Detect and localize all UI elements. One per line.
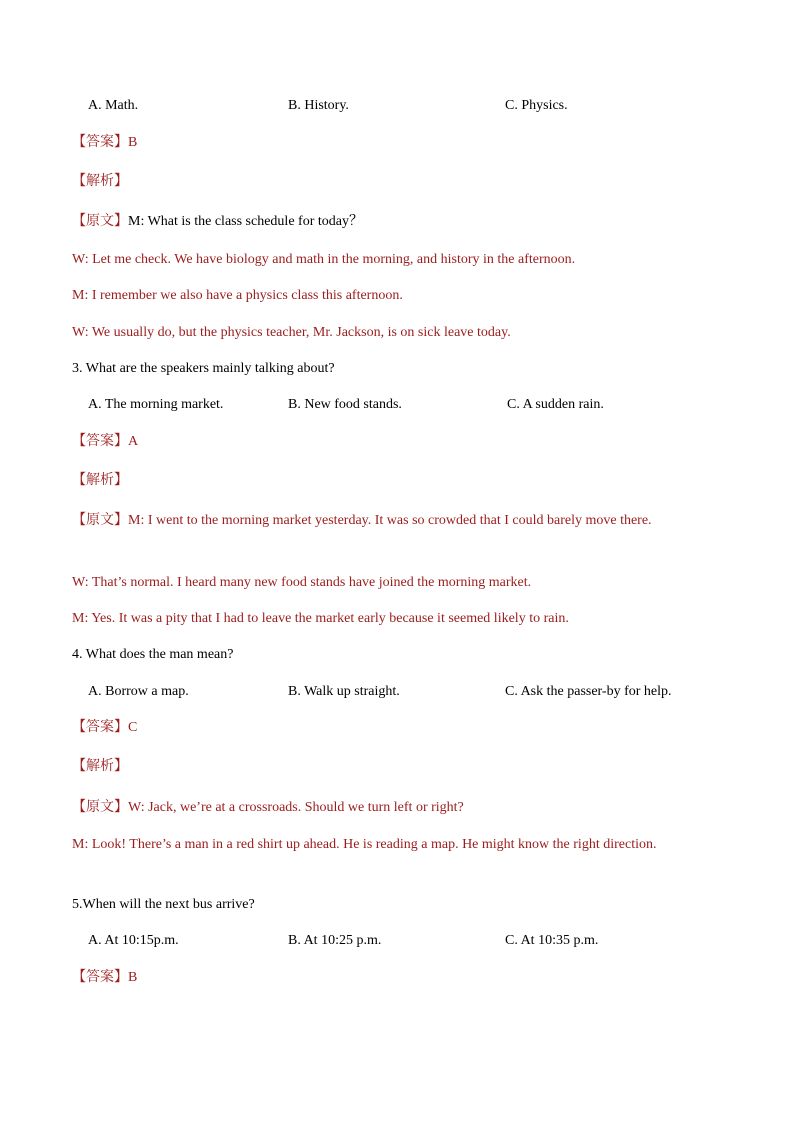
q2-option-b: B. History.: [288, 98, 349, 113]
q4-script-line-1: [72, 799, 720, 817]
answer-tag: 【答案】: [72, 135, 128, 150]
q3-script-line-1: [72, 508, 720, 533]
q4-script-line-2: M: Look! There’s a man in a red shirt up ahead. He is reading a map. He might know the right direction.: [72, 837, 657, 852]
q4-option-c: C. Ask the passer-by for help.: [505, 684, 672, 699]
q2-answer-line: [72, 134, 720, 152]
q2-script-line-1: [72, 213, 720, 231]
q4-answer-line: [72, 719, 720, 737]
answer-tag: 【答案】: [72, 720, 128, 735]
q2-script-line-4: W: We usually do, but the physics teacher, Mr. Jackson, is on sick leave today.: [72, 325, 511, 340]
script-text: W: Jack, we’re at a crossroads. Should we turn left or right?: [128, 800, 464, 815]
answer-value: B: [128, 970, 138, 985]
q5-option-b: B. At 10:25 p.m.: [288, 933, 382, 948]
script-tag: 【原文】: [72, 513, 128, 528]
q3-option-c: C. A sudden rain.: [507, 397, 604, 412]
answer-value: C: [128, 720, 138, 735]
q4-analysis-line: [72, 758, 720, 776]
q2-option-c: C. Physics.: [505, 98, 568, 113]
q5-question: 5.When will the next bus arrive?: [72, 897, 255, 912]
q2-script-line-2: W: Let me check. We have biology and math in the morning, and history in the afternoon.: [72, 252, 576, 267]
script-text: M: What is the class schedule for today？: [128, 214, 363, 229]
script-text: M: I went to the morning market yesterday. It was so crowded that I could barely move there.: [128, 513, 652, 528]
answer-tag: 【答案】: [72, 434, 128, 449]
q4-option-a: A. Borrow a map.: [88, 684, 189, 699]
q3-question: 3. What are the speakers mainly talking about?: [72, 361, 335, 376]
q3-analysis-line: [72, 472, 720, 490]
q4-question: 4. What does the man mean?: [72, 647, 234, 662]
analysis-tag: 【解析】: [72, 473, 128, 488]
answer-value: A: [128, 434, 139, 449]
q5-option-a: A. At 10:15p.m.: [88, 933, 179, 948]
q2-script-line-3: M: I remember we also have a physics class this afternoon.: [72, 288, 403, 303]
q3-answer-line: [72, 433, 720, 451]
q3-script-line-3: M: Yes. It was a pity that I had to leave the market early because it seemed likely to rain.: [72, 611, 569, 626]
q3-option-b: B. New food stands.: [288, 397, 402, 412]
analysis-tag: 【解析】: [72, 174, 128, 189]
q3-script-line-2: W: That’s normal. I heard many new food stands have joined the morning market.: [72, 575, 532, 590]
script-tag: 【原文】: [72, 800, 128, 815]
analysis-tag: 【解析】: [72, 759, 128, 774]
q2-analysis-line: [72, 173, 720, 191]
answer-tag: 【答案】: [72, 970, 128, 985]
q4-option-b: B. Walk up straight.: [288, 684, 400, 699]
script-tag: 【原文】: [72, 214, 128, 229]
q2-option-a: A. Math.: [88, 98, 139, 113]
q5-answer-line: [72, 969, 720, 987]
answer-value: B: [128, 135, 138, 150]
q5-option-c: C. At 10:35 p.m.: [505, 933, 599, 948]
q3-option-a: A. The morning market.: [88, 397, 224, 412]
